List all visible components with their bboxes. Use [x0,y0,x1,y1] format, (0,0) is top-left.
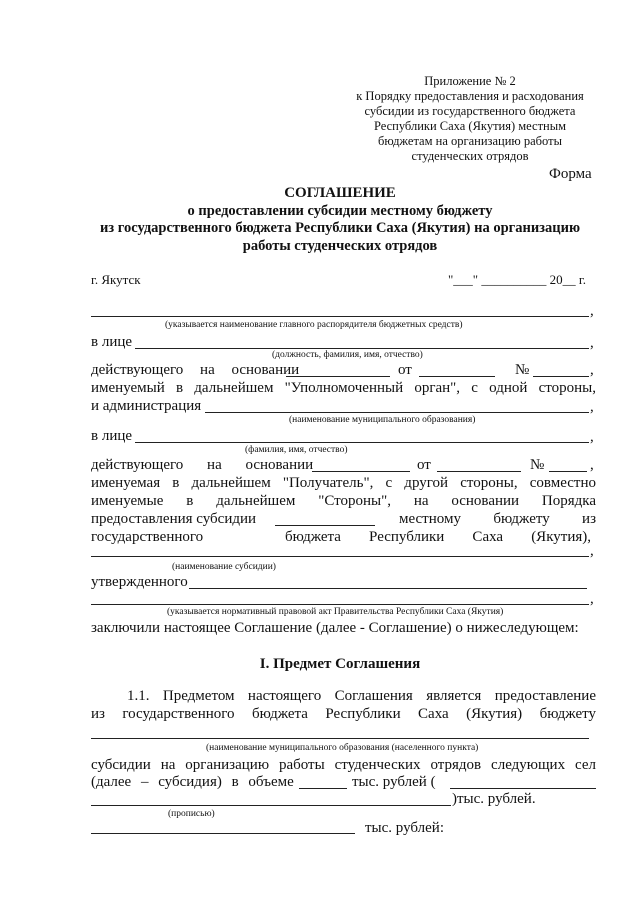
appendix-line: бюджетам на организацию работы [378,134,562,148]
caption-subsidy-name: (наименование субсидии) [172,562,276,572]
thousand-rub-close: )тыс. рублей. [452,791,536,807]
field-line [205,412,589,413]
acting-text-2 [91,457,313,474]
caption-municipality: (наименование муниципального образования) [289,415,476,425]
field-line [450,788,596,789]
field-line [189,588,587,589]
concluded-text: заключили настоящее Соглашение (далее - Соглашение) о нижеследующем: [91,620,579,636]
appendix-line: к Порядку предоставления и расходования [356,89,584,103]
named-authority-line: именуемый в дальнейшем "Уполномоченный орган", с одной стороны, [91,380,596,396]
appendix-line: Приложение № 2 [424,74,516,88]
comma: , [590,429,594,445]
field-line [312,471,410,472]
comma: , [590,399,594,415]
subsidy-line-1: субсидии на организацию работы студенческих отрядов следующих сел [91,757,596,773]
field-line [437,471,521,472]
caption-legal-act: (указывается нормативный правовой акт Правительства Республики Саха (Якутия) [167,607,504,617]
form-label: Форма [549,166,592,182]
field-line [91,833,355,834]
field-line [533,376,589,377]
title-line-2: из государственного бюджета Республики Саха (Якутия) на организацию [99,220,581,236]
caption-settlement: (наименование муниципального образования (населенного пункта) [206,743,479,753]
caption-main-manager: (указывается наименование главного распорядителя бюджетных средств) [165,320,463,330]
administration-label: и администрация [91,398,202,414]
title-line-1: о предоставлении субсидии местному бюджету [187,203,493,219]
field-line [91,805,451,806]
appendix-line: студенческих отрядов [411,149,529,163]
ot-label: от [398,362,412,378]
place: г. Якутск [91,272,141,287]
clause-1-1-line-2: из государственного бюджета Республики Саха (Якутия) бюджету [91,706,596,722]
field-line [286,376,390,377]
field-line [91,316,589,317]
field-line [275,525,375,526]
budget-rs-label: бюджета Республики Саха (Якутия), [285,529,591,545]
in-person-label-2: в лице [91,428,133,444]
state-label: государственного [91,529,204,545]
comma: , [590,591,594,607]
title-line-3: работы студенческих отрядов [242,238,438,254]
number-label-2: № [530,457,545,473]
caption-in-words: (прописью) [168,809,215,819]
acting-label: действующего на основании [91,362,300,378]
comma: , [590,362,594,378]
caption-position: (должность, фамилия, имя, отчество) [272,350,423,360]
caption-fio: (фамилия, имя, отчество) [245,445,348,455]
thousand-rub-final: тыс. рублей: [365,820,444,836]
comma: , [590,335,594,351]
local-budget-label: местному бюджету из [399,511,596,527]
clause-1-1-line-1: 1.1. Предметом настоящего Соглашения является предоставление [127,688,596,704]
field-line [91,556,589,557]
field-line [549,471,587,472]
field-line [135,348,589,349]
number-label: № [515,362,530,378]
field-line [135,442,589,443]
acting-label-2: действующего на основании [91,457,314,473]
approved-label: утвержденного [91,574,188,590]
comma: , [590,457,594,473]
acting-text [91,362,299,379]
section-heading: I. Предмет Соглашения [259,656,421,672]
field-line [91,738,589,739]
thousand-rub-open: тыс. рублей ( [352,774,436,790]
appendix-line: субсидии из государственного бюджета [364,104,576,118]
providing-label: предоставления субсидии [91,511,257,527]
document-title: СОГЛАШЕНИЕ [284,185,396,201]
comma: , [590,543,594,559]
subsidy-amount-label: (далее – субсидия) в объеме [91,774,294,790]
named-recipient-line: именуемая в дальнейшем "Получатель", с другой стороны, совместно [91,475,596,491]
appendix-block [320,74,620,164]
appendix-line: Республики Саха (Якутия) местным [373,119,567,133]
comma: , [590,303,594,319]
field-line [91,604,589,605]
ot-label-2: от [417,457,431,473]
named-parties-line: именуемые в дальнейшем "Стороны", на основании Порядка [91,493,596,509]
in-person-label: в лице [91,334,133,350]
field-line [299,788,347,789]
field-line [419,376,495,377]
date: "___" __________ 20__ г. [448,272,586,287]
